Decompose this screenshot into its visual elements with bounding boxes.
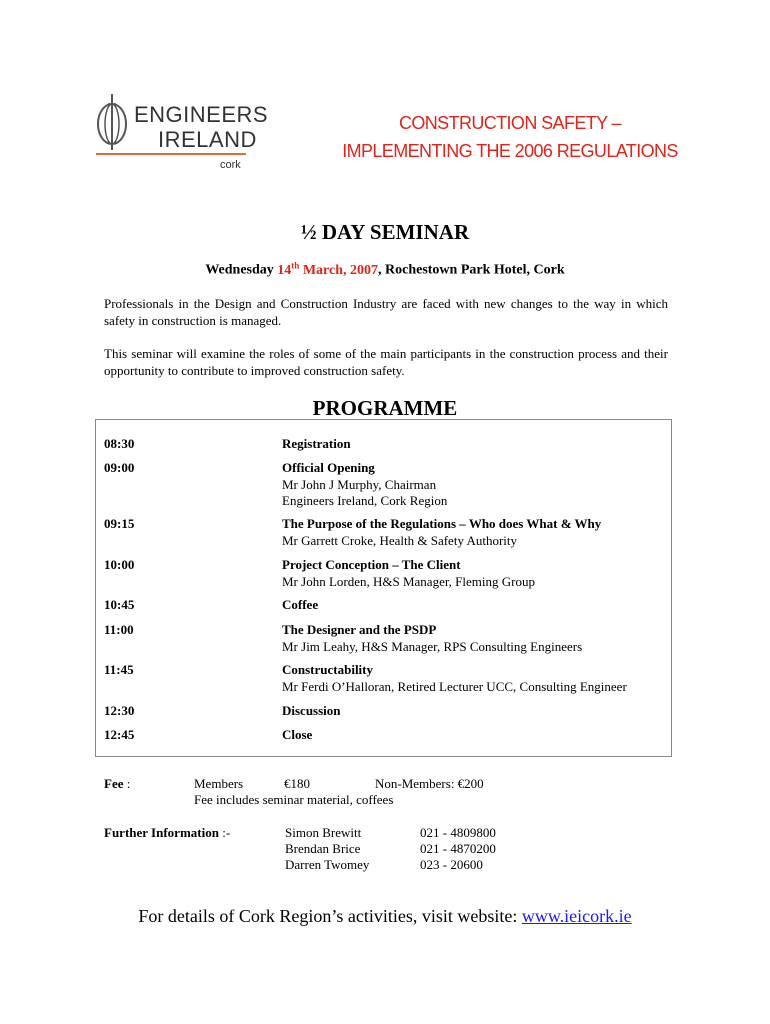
contact-name: Darren Twomey	[285, 857, 370, 872]
seminar-description: This seminar will examine the roles of some of the main participants in the construction process and their opportunity to contribute to improved construction safety.	[104, 346, 668, 378]
website-link[interactable]: www.ieicork.ie	[521, 906, 632, 926]
programme-time: 12:30	[104, 703, 135, 718]
programme-content	[282, 662, 682, 695]
programme-content	[282, 516, 682, 549]
programme-speaker-line: Mr Garrett Croke, Health & Safety Authority	[282, 532, 518, 548]
title-line-2: IMPLEMENTING THE 2006 REGULATIONS	[342, 141, 678, 161]
fee-members-price: €180	[284, 776, 310, 791]
programme-content	[282, 727, 682, 744]
programme-speaker-line: Mr John J Murphy, Chairman	[282, 476, 437, 492]
programme-heading: PROGRAMME	[312, 396, 458, 420]
contact-phone: 023 - 20600	[420, 857, 483, 872]
dateline-month-year: March, 2007	[299, 262, 378, 278]
footer-label: For details of Cork Region’s activities, visit website:	[138, 906, 522, 926]
programme-time: 08:30	[104, 436, 135, 451]
seminar-heading: ½ DAY SEMINAR	[300, 220, 470, 244]
programme-session-title: Close	[282, 727, 313, 742]
further-info-label: Further Information :-	[104, 825, 231, 840]
contact-name: Simon Brewitt	[285, 825, 362, 840]
programme-speaker-line: Engineers Ireland, Cork Region	[282, 493, 448, 508]
title-line-1: CONSTRUCTION SAFETY –	[398, 113, 622, 133]
contact-phone: 021 - 4809800	[420, 825, 496, 840]
programme-session-title: Registration	[282, 436, 351, 451]
logo-text-ireland: IRELAND	[158, 127, 257, 152]
programme-content	[282, 460, 682, 510]
footer-text	[0, 906, 770, 927]
programme-time: 11:45	[104, 662, 134, 677]
programme-content	[282, 557, 682, 590]
programme-content	[282, 622, 682, 655]
programme-content	[282, 436, 682, 453]
logo-rule	[96, 153, 246, 155]
logo-text-cork: cork	[220, 159, 241, 171]
programme-time: 10:45	[104, 597, 135, 612]
dateline-day: 14th March, 2007	[277, 260, 378, 278]
intro-paragraph: Professionals in the Design and Construction Industry are faced with new changes to the way in which safety in construction is managed.	[104, 296, 668, 328]
logo-emblem-icon	[92, 90, 132, 152]
page-title	[305, 109, 715, 165]
programme-session-title: Coffee	[282, 597, 319, 612]
programme-session-title: Discussion	[282, 703, 341, 718]
programme-session-title: Official Opening	[282, 460, 375, 475]
programme-content	[282, 597, 682, 614]
programme-time: 11:00	[104, 622, 134, 637]
fee-label: Fee :	[104, 776, 131, 791]
fee-members-label: Members	[194, 776, 244, 791]
programme-content	[282, 703, 682, 720]
contact-name: Brendan Brice	[285, 841, 361, 856]
programme-session-title: The Designer and the PSDP	[282, 622, 437, 637]
event-dateline	[0, 260, 770, 279]
programme-time: 10:00	[104, 557, 135, 572]
programme-session-title: Constructability	[282, 662, 373, 677]
fee-non-members: Non-Members: €200	[375, 776, 484, 791]
fee-note: Fee includes seminar material, coffees	[194, 792, 394, 807]
dateline-prefix: Wednesday	[205, 262, 278, 278]
programme-speaker-line: Mr Jim Leahy, H&S Manager, RPS Consulting Engineers	[282, 638, 583, 654]
programme-time: 12:45	[104, 727, 135, 742]
programme-time: 09:15	[104, 516, 135, 531]
programme-session-title: Project Conception – The Client	[282, 557, 461, 572]
programme-speaker-line: Mr Ferdi O’Halloran, Retired Lecturer UCC, Consulting Engineer	[282, 678, 627, 694]
dateline-suffix: th	[291, 260, 300, 270]
dateline-venue: , Rochestown Park Hotel, Cork	[378, 262, 565, 278]
programme-time: 09:00	[104, 460, 135, 475]
programme-speaker-line: Mr John Lorden, H&S Manager, Fleming Group	[282, 573, 535, 589]
engineers-ireland-logo	[92, 90, 269, 175]
logo-text-engineers: ENGINEERS	[134, 102, 269, 127]
contact-phone: 021 - 4870200	[420, 841, 496, 856]
programme-session-title: The Purpose of the Regulations – Who does What & Why	[282, 516, 602, 531]
